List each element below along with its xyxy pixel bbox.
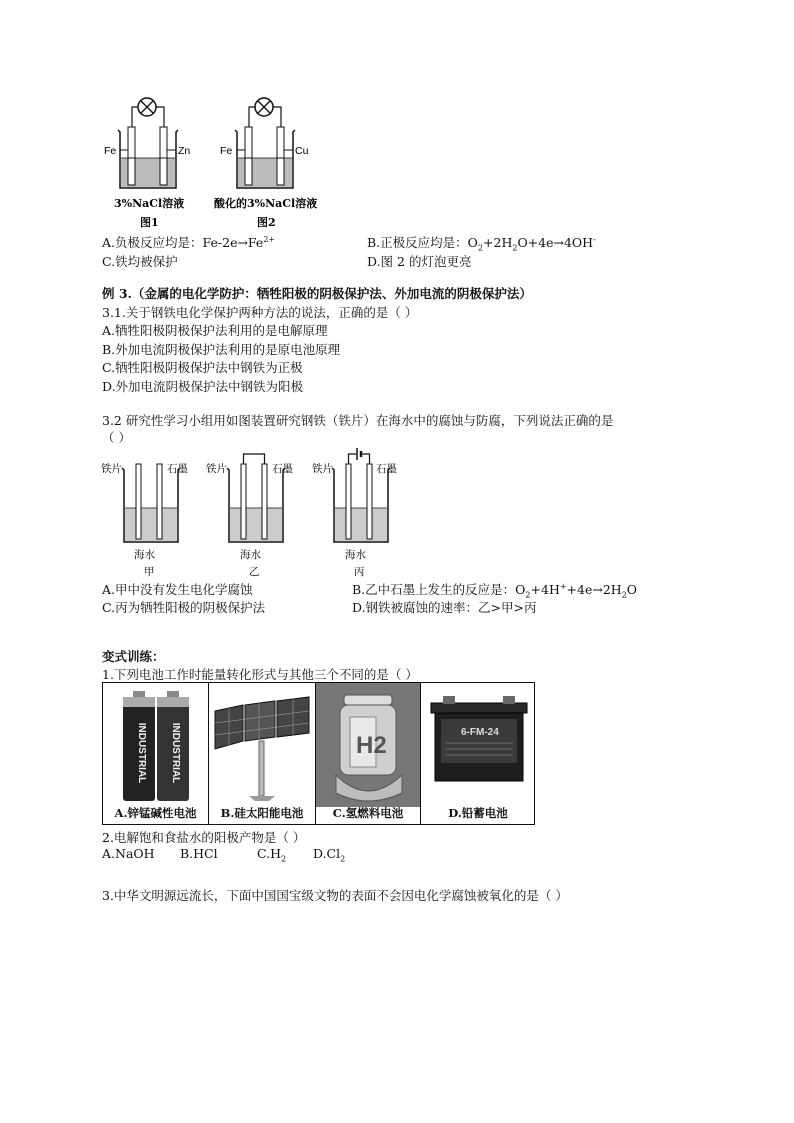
practice-q3-stem: 3.中华文明源远流长，下面中国国宝级文物的表面不会因电化学腐蚀被氧化的是（ ） bbox=[102, 888, 568, 903]
solar-panel-image bbox=[209, 683, 315, 824]
bing-left-label: 铁片 bbox=[312, 463, 333, 475]
fig1-left-label: Fe bbox=[104, 145, 117, 157]
beaker-jia bbox=[122, 464, 180, 542]
q31-option-d: D.外加电流阴极保护法中钢铁为阳极 bbox=[102, 379, 304, 394]
hydrogen-fuel-cell-image bbox=[316, 683, 420, 824]
practice-q1-stem: 1.下列电池工作时能量转化形式与其他三个不同的是（ ） bbox=[102, 667, 418, 682]
q2-option-d: $D.Cl_2$ bbox=[313, 846, 346, 864]
q2-option-a: A.NaOH bbox=[102, 846, 155, 861]
bing-liquid: 海水 bbox=[345, 549, 366, 561]
alkaline-battery-image bbox=[103, 683, 208, 824]
caption-c: C.氢燃料电池 bbox=[332, 806, 404, 820]
prev-option-d: D.图 2 的灯泡更亮 bbox=[367, 254, 472, 269]
jia-left-label: 铁片 bbox=[101, 463, 122, 475]
yi-liquid: 海水 bbox=[240, 549, 261, 561]
jia-liquid: 海水 bbox=[134, 549, 155, 561]
practice-q2-stem: 2.电解饱和食盐水的阳极产物是（ ） bbox=[102, 830, 306, 845]
fig1-caption: 图1 bbox=[140, 216, 159, 229]
svg-text:INDUSTRIAL: INDUSTRIAL bbox=[170, 722, 181, 784]
fig1-right-label: Zn bbox=[178, 145, 191, 157]
figure-seawater-beakers bbox=[100, 446, 420, 578]
bing-right-label: 石墨 bbox=[376, 463, 397, 475]
q32-option-a: A.甲中没有发生电化学腐蚀 bbox=[102, 582, 253, 597]
figure-1-2 bbox=[100, 92, 340, 232]
caption-a: A.锌锰碱性电池 bbox=[114, 806, 197, 820]
svg-text:H2: H2 bbox=[356, 732, 387, 759]
q32-option-b: B.乙中石墨上发生的反应是：$O_2+4H^++4e\to 2H_2O$ bbox=[352, 581, 638, 600]
picture-cell-d bbox=[421, 683, 535, 824]
picture-cell-c bbox=[316, 683, 421, 824]
q32-stem: 3.2 研究性学习小组用如图装置研究钢铁（铁片）在海水中的腐蚀与防腐，下列说法正确的是 bbox=[102, 413, 614, 428]
lead-acid-battery-image bbox=[421, 683, 535, 824]
battery-picture-table bbox=[102, 682, 535, 825]
fig2-right-label: Cu bbox=[295, 145, 309, 157]
picture-cell-b bbox=[209, 683, 316, 824]
bing-name: 丙 bbox=[354, 566, 365, 578]
q31-option-c: C.牺牲阳极阴极保护法中钢铁为正极 bbox=[102, 360, 303, 375]
svg-text:6-FM-24: 6-FM-24 bbox=[461, 727, 499, 738]
fig1-solution: 3%NaCl溶液 bbox=[114, 197, 185, 210]
q32-option-d: D.钢铁被腐蚀的速率：乙>甲>丙 bbox=[352, 600, 537, 615]
q32-option-c: C.丙为牺牲阳极的阴极保护法 bbox=[102, 600, 266, 615]
prev-option-c: C.铁均被保护 bbox=[102, 254, 178, 269]
figure-2-apparatus bbox=[235, 98, 295, 188]
q32-stem-paren: （ ） bbox=[102, 430, 131, 445]
example3-heading: 例 3.（金属的电化学防护：牺牲阳极的阴极保护法、外加电流的阴极保护法） bbox=[102, 286, 532, 301]
caption-d: D.铅蓄电池 bbox=[448, 806, 508, 820]
picture-cell-a bbox=[103, 683, 209, 824]
jia-name: 甲 bbox=[144, 566, 155, 578]
svg-text:INDUSTRIAL: INDUSTRIAL bbox=[136, 722, 147, 784]
jia-right-label: 石墨 bbox=[167, 463, 188, 475]
fig2-caption: 图2 bbox=[257, 216, 276, 229]
yi-name: 乙 bbox=[249, 566, 260, 578]
q31-stem: 3.1.关于钢铁电化学保护两种方法的说法，正确的是（ ） bbox=[102, 305, 418, 320]
yi-left-label: 铁片 bbox=[206, 463, 227, 475]
q2-option-c: $C.H_2$ bbox=[257, 846, 287, 864]
figure-1-apparatus bbox=[118, 98, 178, 188]
caption-b: B.硅太阳能电池 bbox=[220, 806, 304, 820]
prev-option-b: B.正极反应均是：$O_2+2H_2O+4e\to 4OH^-$ bbox=[367, 234, 596, 253]
prev-option-a: A.负极反应均是：$Fe-2e\to Fe^{2+}$ bbox=[102, 234, 276, 250]
yi-right-label: 石墨 bbox=[272, 463, 293, 475]
practice-heading: 变式训练： bbox=[102, 649, 165, 664]
q31-option-b: B.外加电流阴极保护法利用的是原电池原理 bbox=[102, 342, 341, 357]
q31-option-a: A.牺牲阳极阴极保护法利用的是电解原理 bbox=[102, 323, 328, 338]
fig2-left-label: Fe bbox=[220, 145, 233, 157]
fig2-solution: 酸化的3%NaCl溶液 bbox=[214, 197, 318, 210]
q2-option-b: B.HCl bbox=[180, 846, 218, 861]
